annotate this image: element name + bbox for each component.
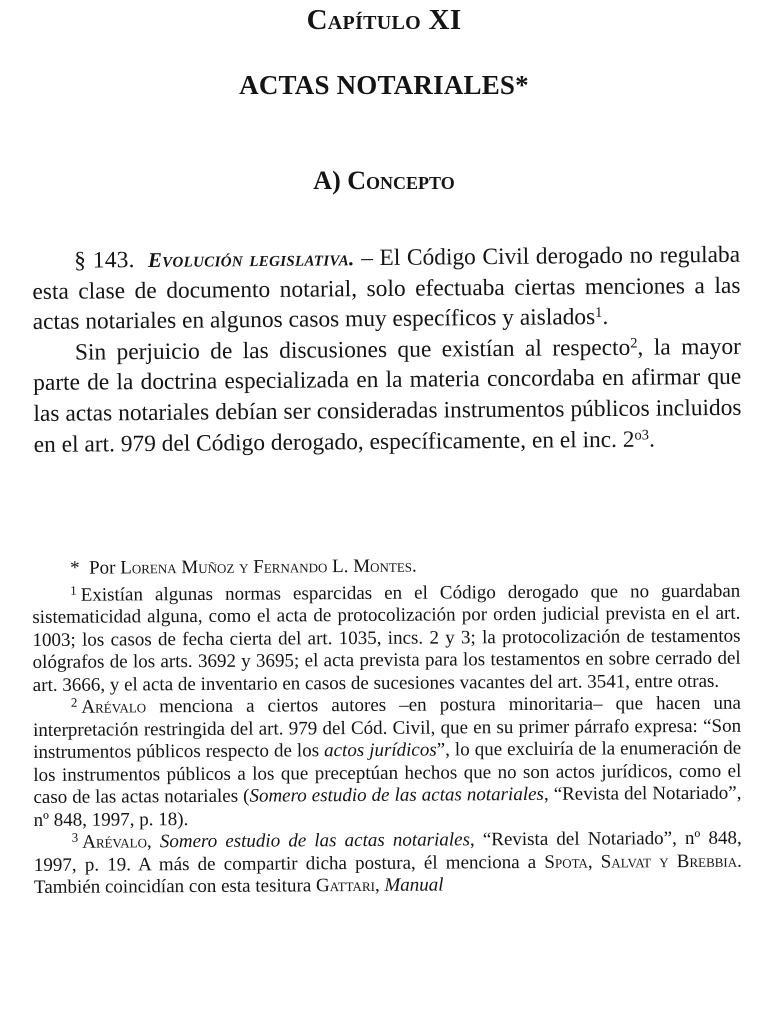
footnote-text: , “Revista del Notariado”, nº 848, 1997, p. 19. A más de compartir dicha postura, él menciona a (33, 827, 742, 876)
footnote-author (32, 554, 740, 581)
footnote-3 (34, 828, 742, 900)
footnotes (32, 554, 742, 900)
footnote-mark: 2 (70, 694, 78, 710)
paragraph-heading: Evolución legislativa. (147, 246, 355, 272)
footnote-text: También coincidían con esta tesitura (33, 875, 312, 898)
paragraph-end: . (602, 304, 609, 331)
footnote-prefix: Por (88, 557, 116, 579)
cited-author: Arévalo, (82, 831, 152, 853)
italic-term: actos jurídicos (324, 739, 437, 762)
paragraph-text: Sin perjuicio de las discusiones que existían al respecto (74, 334, 631, 366)
author-names: Lorena Muñoz y Fernando L. Montes. (120, 555, 417, 579)
section-number: § 143. (74, 247, 135, 274)
footnote-text: ”, lo que excluiría de la enumeración de los instrumentos públicos a los que preceptúan hechos que no son actos jurídicos, como el caso de las actas notariales ( (33, 737, 742, 808)
section-title: Concepto (347, 166, 455, 195)
cited-work: Manual (384, 874, 444, 896)
paragraph-143 (32, 240, 741, 338)
paragraph-text: – El Código Civil derogado no regulaba esta clase de documento notarial, solo efectuaba ciertas menciones a las actas notariales en algunos casos muy específicos y aislados (32, 241, 741, 336)
footnote-text: , “Revista del Notariado”, nº 848, 1997, p. 18). (33, 782, 742, 831)
cited-author: Gattari, (315, 874, 380, 897)
paragraph-end: . (648, 426, 655, 453)
paragraph-text: , la mayor parte de la doctrina especializada en la materia concordaba en afirmar que las actas notariales debían ser consideradas instrumentos públicos incluidos en el art. 979 del Código derogado, específicamente, en el inc. 2 (33, 333, 742, 458)
footnote-mark: 1 (70, 582, 77, 598)
footnote-mark: * (69, 557, 80, 579)
cited-authors: Spota, Salvat y Brebbia. (544, 850, 742, 873)
cited-work: Somero estudio de las actas notariales (249, 783, 544, 807)
cited-work: Somero estudio de las actas notariales (159, 829, 470, 853)
footnote-ref: o3 (634, 426, 650, 444)
footnote-ref: 1 (595, 304, 603, 322)
chapter-heading: Capítulo XI (306, 4, 462, 36)
footnote-text: Existían algunas normas esparcidas en el Código derogado que no guardaban sistematicidad alguna, como el acta de protocolización por orden judicial prevista en el art. 1003; los casos de fecha cierta del art. 1035, incs. 2 y 3; la protocolización de testamentos ológrafos de los arts. 3692 y 3695; el acta prevista para los testamentos en sobre cerrado del art. 3666, y el acta de inventario en casos de sucesiones vacantes del art. 3541, entre otras. (32, 580, 741, 696)
cited-author: Arévalo (81, 696, 147, 718)
section-letter: A) (313, 166, 341, 195)
footnote-ref: 2 (630, 335, 638, 352)
footnote-2 (33, 693, 742, 832)
footnote-mark: 3 (71, 829, 79, 845)
footnote-text: menciona a ciertos autores –en postura minoritaria– que hacen una interpretación restringida del art. 979 del Cód. Civil, que en su primer párrafo expresa: “Son instrumentos públicos respecto de los (32, 692, 742, 763)
chapter-title: ACTAS NOTARIALES* (239, 70, 529, 100)
section-heading (0, 166, 768, 196)
footnote-1 (32, 580, 741, 697)
paragraph-2 (33, 332, 742, 461)
body-text (32, 240, 742, 460)
